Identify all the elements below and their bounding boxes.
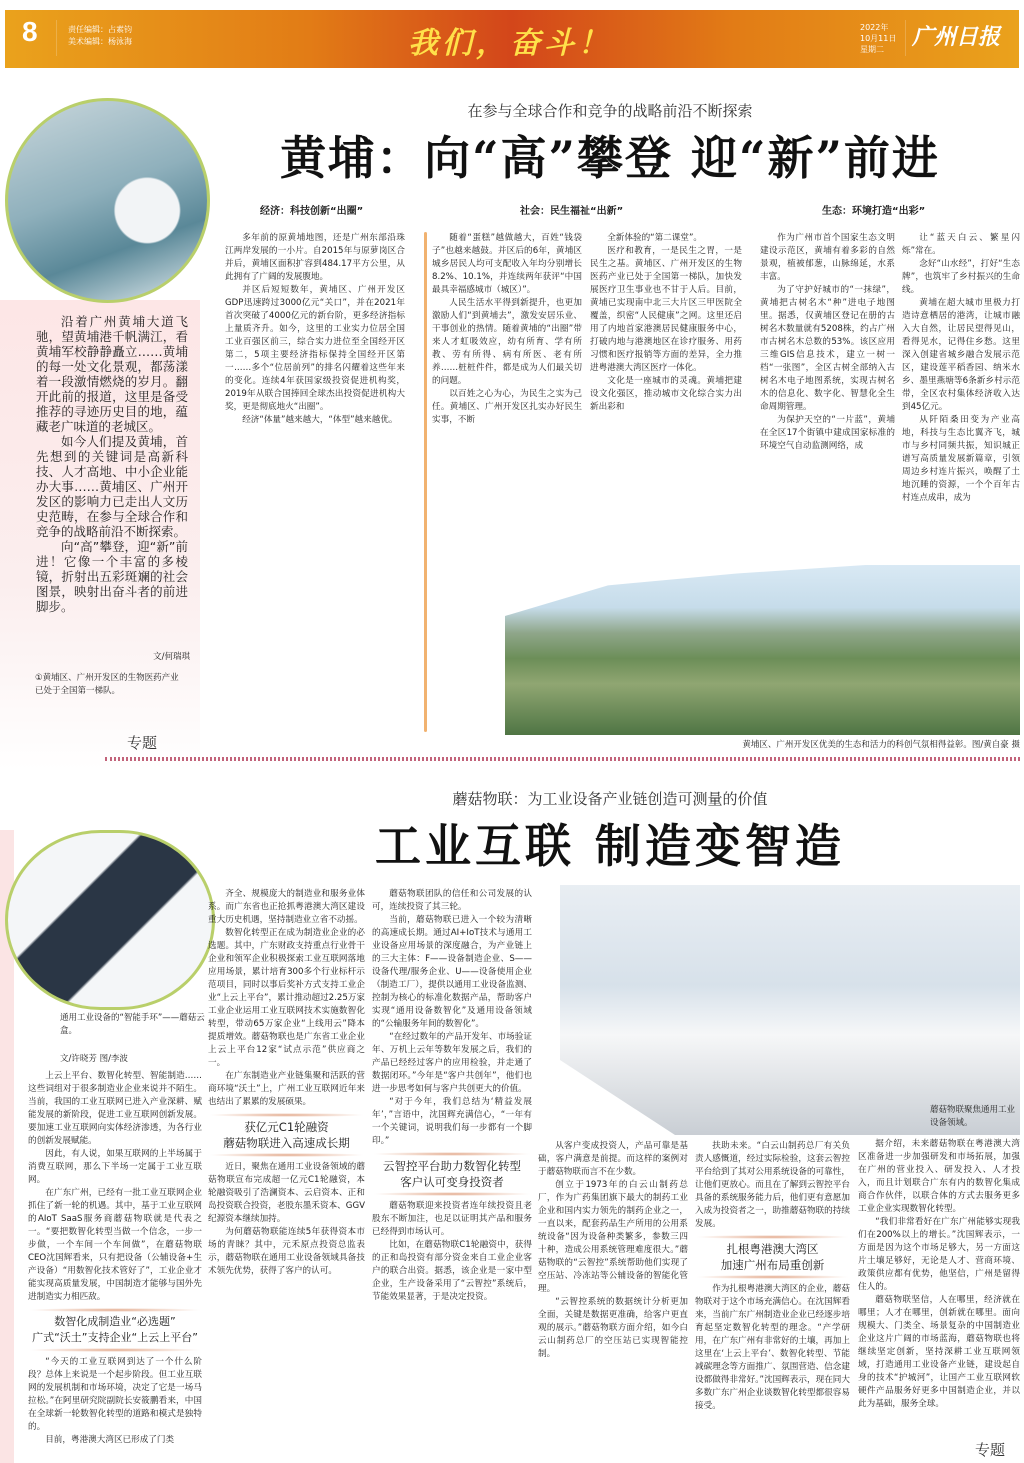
paragraph: 当前，蘑菇物联已进入一个较为清晰的高速成长期。通过AI+IoT技术与通用工业设备应用场景的深度融合，为产业链上的三大主体：F——设备制造企业、S——设备代理/服务企业、U——设备使用企业（制造工厂），提供以通用工业设备监测、控制为核心的标准化数据产品，帮助客户实现“通用设备数智化”及通用设备领域的“公输服务年间的数智化”。 bbox=[372, 915, 532, 1029]
banner-slogan: 我们，奋斗！ bbox=[408, 26, 612, 61]
divider bbox=[56, 20, 57, 56]
paragraph: 从阡陌桑田变为产业高地，科技与生态比翼齐飞，城市与乡村同频共振，知识城正谱写高质量发展新篇章，引领周边乡村连片振兴，唤醒了土地沉睡的资源，一个个百年古村连点成串，成为 bbox=[902, 415, 1020, 503]
article-column bbox=[208, 1161, 365, 1278]
story-title: 黄埔：向“高”攀登 迎“新”前进 bbox=[280, 131, 940, 185]
paragraph: 文化是一座城市的灵魂。黄埔把建设文化强区，推动城市文化综合实力出新出彩和 bbox=[590, 376, 742, 412]
article-stack bbox=[208, 888, 365, 1463]
paragraph: 扶助未来。“白云山制药总厂有关负责人感慨道，经过实际检验，这套云智控平台给到了其对公用系统设备的可靠性，让他们更放心。而且在了解到云智控平台具备的系统服务能力后，他们更有意愿加入成为投资者之一，助推蘑菇物联的持续发展。 bbox=[695, 1141, 850, 1229]
paragraph: 全新体验的“第二课堂”。 bbox=[607, 233, 703, 243]
paragraph: 人民生活水平得到新提升，也更加激励人们“到黄埔去”，激发安居乐业、干事创业的热情。随着黄埔的“出圈”带来人才虹吸效应，幼有所育、学有所教、劳有所得、病有所医、老有所养……桩桩件件，都是成为人们最关切的问题。 bbox=[432, 298, 582, 386]
article-stack bbox=[28, 1070, 202, 1463]
editor-credits bbox=[68, 24, 132, 48]
photo-caption: 通用工业设备的“智能手环”——蘑菇云盒。 bbox=[60, 1013, 205, 1036]
article-column bbox=[902, 232, 1020, 562]
paragraph: 目前，粤港澳大湾区已形成了门类 bbox=[45, 1435, 175, 1445]
story-title: 工业互联 制造变智造 bbox=[374, 819, 845, 873]
subheading bbox=[28, 1304, 202, 1356]
paragraph: 在广东广州，已经有一批工业互联网企业抓住了新一轮的机遇。其中，基于工业互联网的AIoT SaaS服务商蘑菇物联就是代表之一。“要把数智化转型当做一个信念，一步一步做，一个车间一个车间做”，在蘑菇物联CEO沈国辉看来，只有把设备（公辅设备+生产设备）“用数智化技术管好了”，工业企业才能实现高质量发展，中国制造才能够与国外先进制造实力相匹敌。 bbox=[28, 1188, 202, 1302]
paragraph: 作为扎根粤港澳大湾区的企业，蘑菇物联对于这个市场充满信心。在沈国辉看来，当前广东广州制造业企业已经逐步培育起坚定数智化转型的理念。“产学研用，在广东广州有非常好的土壤，再加上这里在‘上云上平台’、数智化转型、节能减碳理念等方面推广、氛围营造、信念建设都做得非常好。”沈国辉表示，现在同大多数广东广州企业谈数智化转型都很容易接受。 bbox=[695, 1284, 850, 1411]
date-year: 2022年 bbox=[860, 23, 889, 32]
lead-paragraph: 向“高”攀登，迎“新”前进！它像一个丰富的多棱镜，折射出五彩斑斓的社会图景，映射出奋斗者的前进脚步。 bbox=[36, 539, 188, 614]
section-economy: 经济：科技创新“出圈” bbox=[260, 206, 364, 217]
paragraph: 蘑菇物联团队的信任和公司发展的认可，连续投资了其三轮。 bbox=[372, 889, 532, 912]
divider bbox=[905, 20, 906, 56]
byline: 文/许晓芳 图/李波 bbox=[60, 1054, 128, 1064]
paragraph: 黄埔在超大城市里极力打造诗意栖居的港湾，让城市融入大自然，让居民望得见山，看得见水，记得住乡愁。这里深入创建省城乡融合发展示范区，建设莲平稻香园、纳米水乡、墨里燕塘等6条新乡村示范带，全区农村集体经济收入达到45亿元。 bbox=[902, 298, 1020, 412]
article-column bbox=[225, 232, 405, 732]
paragraph: 蘑菇物联迎来投资者连年续投资且老股东不断加注，也足以证明其产品和服务已经得到市场认可。 bbox=[372, 1201, 532, 1237]
issue-date bbox=[860, 22, 896, 55]
subheading bbox=[208, 1109, 365, 1161]
column-accent-bar bbox=[424, 232, 427, 732]
office-photo bbox=[560, 885, 1020, 1135]
article-stack bbox=[372, 888, 532, 1463]
byline: 文/何瑞琪 bbox=[153, 652, 190, 662]
paragraph: 云智控平台助力数智化转型 bbox=[383, 1159, 521, 1173]
photo-caption: 黄埔区、广州开发区优美的生态和活力的科创气氛相得益彰。图/黄自豪 摄 bbox=[742, 740, 1020, 750]
paragraph: 比如，在蘑菇物联C1轮融资中，获得的正和岛投资有部分资金来自工业企业客户的联合出资。据悉，该企业是一家中型企业，生产设备采用了“云智控”系统后，节能效果显著，于是决定投资。 bbox=[372, 1240, 532, 1302]
lead-text bbox=[36, 314, 188, 614]
paragraph: 为保护天空的“一片蓝”，黄埔在全区17个街镇中建成国家标准的环境空气自动监测网络，成 bbox=[760, 415, 895, 451]
story-subtitle: 在参与全球合作和竞争的战略前沿不断探索 bbox=[467, 102, 753, 120]
paragraph: “今天的工业互联网到达了一个什么阶段？总体上来说是一个起步阶段。但工业互联网的发展机制和市场环境，决定了它是一场马拉松。”在阿里研究院副院长安筱鹏看来，中国在全球新一轮数智化转型的道路和模式是独特的。 bbox=[28, 1357, 202, 1432]
page-number: 8 bbox=[22, 16, 38, 47]
paragraph: 齐全、规模庞大的制造业和服务业体系。而广东省也正抢抓粤港澳大湾区建设重大历史机遇，坚持制造业立省不动摇。 bbox=[208, 889, 365, 925]
photo-caption: 蘑菇物联聚焦通用工业设备领域。 bbox=[930, 1105, 1016, 1128]
photo-caption: ①黄埔区、广州开发区的生物医药产业已处于全国第一梯队。 bbox=[35, 673, 179, 696]
paragraph: 并区后短短数年，黄埔区、广州开发区GDP迅速跨过3000亿元“关口”，并在2021年首次突破了4000亿元的新台阶，更多经济指标上量质齐升。如今，这里的工业实力位居全国工业百强区前三，综合实力进位至全国经开区第二，5项主要经济指标保持全国经开区第一……多个“位居前列”的排名闪耀着这些年来的变化。连续4年获国家级投资促进机构奖，2019年从联合国捧回全球杰出投资促进机构大奖，更是彻底地火“出圈”。 bbox=[225, 285, 405, 412]
paragraph: “在经过数年的产品开发年、市场验证年、万机上云年等数年发展之后，我们的产品已经经过客户的应用检验，并走通了数据闭环。”今年是“客户共创年”，他们也进一步思考如何与客户共创更大的价值。 bbox=[372, 1032, 532, 1094]
device-photo bbox=[5, 830, 215, 1010]
paragraph: 作为广州市首个国家生态文明建设示范区，黄埔有着多彩的自然景观，植被郁葱，山脉绵延，水系丰富。 bbox=[760, 233, 895, 282]
paragraph: 为了守护好城市的“一抹绿”，黄埔把古树名木“种”进电子地图里。据悉，仅黄埔区登记在册的古树名木数量就有5208株，约占广州市古树名木总数的53%。该区应用三维GIS信息技术，建立一树一档“一张图”，全区古树全部纳入古树名木电子地图系统，实现古树名木的信息化、数字化、智慧化全生命周期管理。 bbox=[760, 285, 895, 412]
paragraph: 蘑菇物联坚信，人在哪里，经济就在哪里；人才在哪里，创新就在哪里。面向规模大、门类全、场景复杂的中国制造业企业这片广阔的市场蓝海，蘑菇物联也将继续坚定创新，坚持深耕工业互联网领域，打造通用工业设备产业链，建设起自身的技术“护城河”，让国产工业互联网软硬件产品服务好更多中国制造企业，并以此为基础，服务全球。 bbox=[858, 1295, 1020, 1409]
lab-photo bbox=[5, 98, 210, 303]
article-column bbox=[695, 1140, 850, 1231]
paragraph: 数智化转型正在成为制造业企业的必选题。其中，广东财政支持重点行业骨干企业和领军企业积极探索工业互联网落地应用场景，累计培育300多个行业标杆示范项目，同时以事后奖补方式支持工业企业“上云上平台”，累计推动超过2.25万家工业企业运用工业互联网技术实施数智化转型，带动65万家企业“上线用云”降本提质增效。蘑菇物联也是广东省工业企业上云上平台12家“试点示范”供应商之一。 bbox=[208, 928, 365, 1068]
paragraph: 创立于1973年的白云山制药总厂，作为广药集团旗下最大的制药工业企业和国内实力领先的制药企业之一，一直以来，配套药品生产所用的公用系统设备“因为设备种类繁多，参数三四十种，造成公用系统管理难度很大。”蘑菇物联的“云智控”系统帮助他们实现了空压站、冷冻站等公辅设备的智能化管理。 bbox=[538, 1180, 688, 1294]
subheading bbox=[372, 1148, 532, 1200]
article-column bbox=[695, 1283, 850, 1413]
paragraph: 念好“山水经”，打好“生态牌”，也筑牢了乡村振兴的生命线。 bbox=[902, 259, 1020, 295]
article-column bbox=[760, 232, 895, 522]
paragraph: 数智化成制造业“必选题” bbox=[54, 1315, 176, 1328]
section-tag: 专题 bbox=[127, 734, 158, 752]
article-column bbox=[28, 1356, 202, 1447]
lead-paragraph: 沿着广州黄埔大道飞驰，望黄埔港千帆满江，看黄埔军校静静矗立……黄埔的每一处文化景观，都荡漾着一段激情燃烧的岁月。翻开此前的报道，这里是备受推荐的寻迹历史目的地，蕴藏老广味道的老城区。 bbox=[36, 314, 188, 434]
date-day: 10月11日 bbox=[860, 34, 897, 43]
section-divider bbox=[105, 757, 1020, 761]
paragraph: 蘑菇物联进入高速成长期 bbox=[223, 1136, 350, 1150]
article-column bbox=[538, 1140, 688, 1463]
section-society: 社会：民生福祉“出新” bbox=[520, 206, 624, 217]
paragraph: “我们非常看好在广东广州能够实现我们在200%以上的增长。”沈国辉表示，一方面是因为这个市场足够大，另一方面这片土壤足够好，无论是人才、营商环境、政策供应都有优势，他坚信，广州是留得住人的。 bbox=[858, 1217, 1020, 1292]
paragraph: 扎根粤港澳大湾区 bbox=[726, 1242, 819, 1256]
article-column bbox=[372, 888, 532, 1148]
section-tag: 专题 bbox=[975, 1441, 1006, 1459]
section-ecology: 生态：环境打造“出彩” bbox=[822, 206, 926, 217]
landscape-photo bbox=[505, 565, 1020, 735]
lead-paragraph: 如今人们提及黄埔，首先想到的关键词是高新科技、人才高地、中小企业能办大事……黄埔区、广州开发区的影响力已走出人文历史范畴，在参与全球合作和竞争的战略前沿不断探索。 bbox=[36, 434, 188, 539]
story-subtitle: 蘑菇物联：为工业设备产业链创造可测量的价值 bbox=[452, 790, 768, 808]
paragraph: “对于今年，我们总结为‘精益发展年’，”言语中，沈国辉充满信心，“一年有一个关键词，说明我们每一步都有一个脚印。” bbox=[372, 1097, 532, 1146]
paragraph: 从客户变成投资人，产品可靠是基础，客户满意是前提。而这样的案例对于蘑菇物联而言不在少数。 bbox=[538, 1141, 688, 1177]
paragraph: 随着“蛋糕”越做越大，百姓“钱袋子”也越来越鼓。并区后的6年，黄埔区城乡居民人均可支配收入年均分别增长8.2%、10.1%，并连续两年获评“中国最具幸福感城市（城区）”。 bbox=[432, 233, 582, 295]
paragraph: 经济“体量”越来越大，“体型”越来越优。 bbox=[242, 415, 398, 425]
article-column bbox=[590, 232, 742, 532]
article-column bbox=[372, 1200, 532, 1304]
paragraph: 客户认可变身投资者 bbox=[400, 1175, 504, 1189]
article-column bbox=[208, 888, 365, 1109]
article-stack bbox=[695, 1140, 850, 1463]
paragraph: 近日，聚焦在通用工业设备领域的蘑菇物联宣布完成超一亿元C1轮融资，本轮融资吸引了浩澜资本、云启资本、正和岛投资联合投资，老股东墨禾资本、GGV纪源资本继续加持。 bbox=[208, 1162, 365, 1224]
paragraph: 多年前的原黄埔地图，还是广州东部沿珠江两岸发展的一小片。自2015年与原萝岗区合并后，黄埔区面积扩容到484.17平方公里，从此拥有了广阔的发展腹地。 bbox=[225, 233, 405, 282]
article-column bbox=[28, 1070, 202, 1304]
article-column bbox=[858, 1138, 1020, 1435]
paragraph: 医疗和教育，一是民生之胃，一是民生之基。黄埔区、广州开发区的生物医药产业已处于全国第一梯队，加快发展医疗卫生事业也不甘于人后。目前，黄埔已实现南中北三大片区三甲医院全覆盖，织密“人民健康”之网。这里还启用了内地首家港澳居民健康服务中心，打破内地与港澳地区在诊疗服务、用药习惯和医疗报销等方面的差异，全力推进粤港澳大湾区医疗一体化。 bbox=[590, 246, 742, 373]
article-column bbox=[432, 232, 582, 562]
paragraph: 因此，有人说，如果互联网的上半场属于消费互联网，那么下半场一定属于工业互联网。 bbox=[28, 1149, 202, 1185]
paragraph: 据介绍，未来蘑菇物联在粤港澳大湾区准备进一步加强研发和市场拓展，加强在广州的营业投入、研发投入、人才投入，而且计划联合广东有内的数智化集成商合作伙伴，以联合体的方式去服务更多工业企业实现数智化转型。 bbox=[858, 1139, 1020, 1214]
newspaper-logo: 广州日报 bbox=[912, 24, 1001, 50]
paragraph: “云智控系统的数据统计分析更加全面，关键是数据更准确，给客户更直观的展示。”蘑菇物联方面介绍，如今白云山制药总厂的空压站已实现智能控制。 bbox=[538, 1297, 688, 1359]
paragraph: 广式“沃土”支持企业“上云上平台” bbox=[32, 1331, 198, 1344]
editor: 责任编辑：占素钧 bbox=[68, 25, 132, 34]
paragraph: 在广东制造业产业链集聚和活跃的营商环境“沃土”上，广州工业互联网近年来也结出了累累的发展硕果。 bbox=[208, 1071, 365, 1107]
paragraph: 以百姓之心为心，为民生之实为己任。黄埔区、广州开发区扎实办好民生实事，不断 bbox=[432, 389, 582, 425]
paragraph: 获亿元C1轮融资 bbox=[244, 1120, 329, 1134]
paragraph: 加速广州布局重创新 bbox=[720, 1258, 825, 1272]
paragraph: 让“蓝天白云、繁星闪烁”常在。 bbox=[902, 233, 1020, 256]
paragraph: 上云上平台、数智化转型、智能制造……这些词组对于很多制造业企业来说并不陌生。当前，我国的工业互联网已进入产业深耕、赋能发展的新阶段，促进工业互联网创新发展。要加速工业互联网向实体经济渗透，为各行业的创新发展赋能。 bbox=[28, 1071, 202, 1146]
art-editor: 美术编辑：杨泳海 bbox=[68, 37, 132, 46]
weekday: 星期二 bbox=[860, 45, 884, 54]
subheading bbox=[695, 1231, 850, 1283]
paragraph: 为何蘑菇物联能连续5年获得资本市场的青睐？其中，元禾原点投资总监表示，蘑菇物联在通用工业设备领域具备技术领先优势，获得了客户的认可。 bbox=[208, 1227, 365, 1276]
